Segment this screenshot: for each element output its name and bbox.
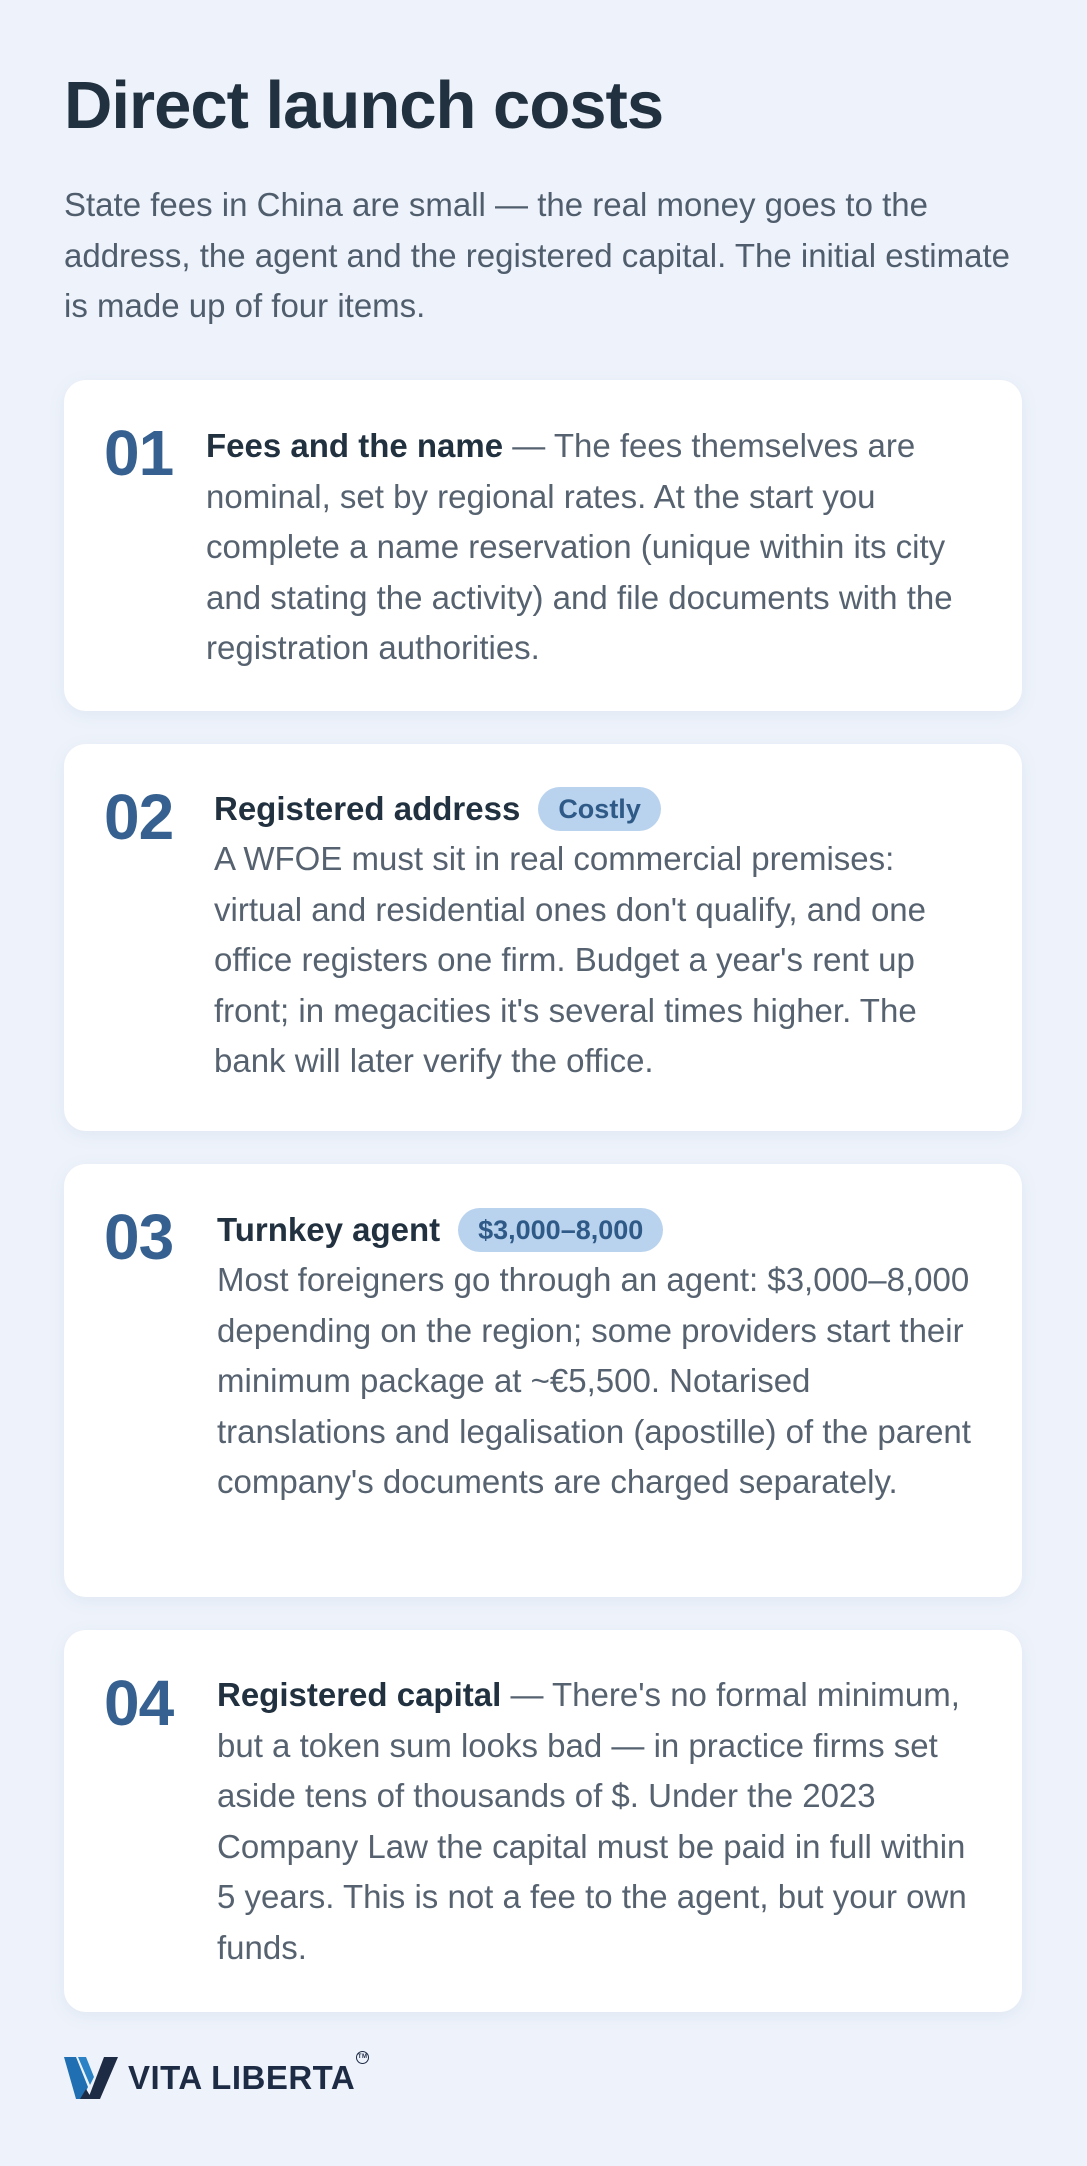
card-body bbox=[217, 1205, 986, 1508]
card-text: A WFOE must sit in real commercial premises: virtual and residential ones don't qualify, and one office registers one firm. Budget a year's rent up front; in megacities it's several times higher. The bank will later verify the office. bbox=[214, 840, 926, 1079]
cost-badge: Costly bbox=[538, 787, 661, 831]
card-heading: Registered address bbox=[214, 789, 521, 827]
cost-card-fees bbox=[64, 380, 1022, 711]
logo-text: VITA LIBERTA bbox=[128, 2059, 356, 2096]
card-text: Most foreigners go through an agent: $3,000–8,000 depending on the region; some providers start their minimum package at ~€5,500. Notarised translations and legalisation (apostille) of the parent company's documents are charged separately. bbox=[217, 1261, 971, 1500]
logo-wordmark bbox=[128, 2054, 368, 2097]
card-text: — There's no formal minimum, but a token sum looks bad — in practice firms set aside tens of thousands of $. Under the 2023 Company Law the capital must be paid in full within 5 years. This is not a fee to the agent, but your own funds. bbox=[217, 1676, 967, 1966]
card-number: 01 bbox=[104, 417, 174, 489]
card-heading-row bbox=[214, 784, 986, 834]
brand-logo bbox=[64, 2054, 368, 2100]
card-number: 02 bbox=[104, 781, 174, 853]
card-number: 04 bbox=[104, 1667, 174, 1739]
cost-card-agent bbox=[64, 1164, 1022, 1597]
card-text: — The fees themselves are nominal, set by regional rates. At the start you complete a name reservation (unique within its city and stating the activity) and file documents with the registration authorities. bbox=[206, 427, 953, 666]
card-heading: Fees and the name bbox=[206, 427, 504, 464]
price-badge: $3,000–8,000 bbox=[458, 1208, 663, 1252]
intro-paragraph: State fees in China are small — the real money goes to the address, the agent and the registered capital. The initial estimate is made up of four items. bbox=[64, 186, 1010, 324]
card-body bbox=[214, 784, 986, 1087]
cost-card-address bbox=[64, 744, 1022, 1131]
card-number: 03 bbox=[104, 1201, 174, 1273]
card-heading: Registered capital bbox=[217, 1676, 502, 1713]
card-heading: Turnkey agent bbox=[217, 1210, 441, 1248]
card-body bbox=[217, 1670, 986, 1973]
card-heading-row bbox=[217, 1205, 986, 1255]
card-body bbox=[206, 421, 986, 674]
vita-liberta-logo-icon bbox=[64, 2057, 120, 2099]
cost-card-capital bbox=[64, 1630, 1022, 2012]
trademark-mark: TM bbox=[356, 2051, 369, 2064]
page-title: Direct launch costs bbox=[64, 68, 664, 143]
